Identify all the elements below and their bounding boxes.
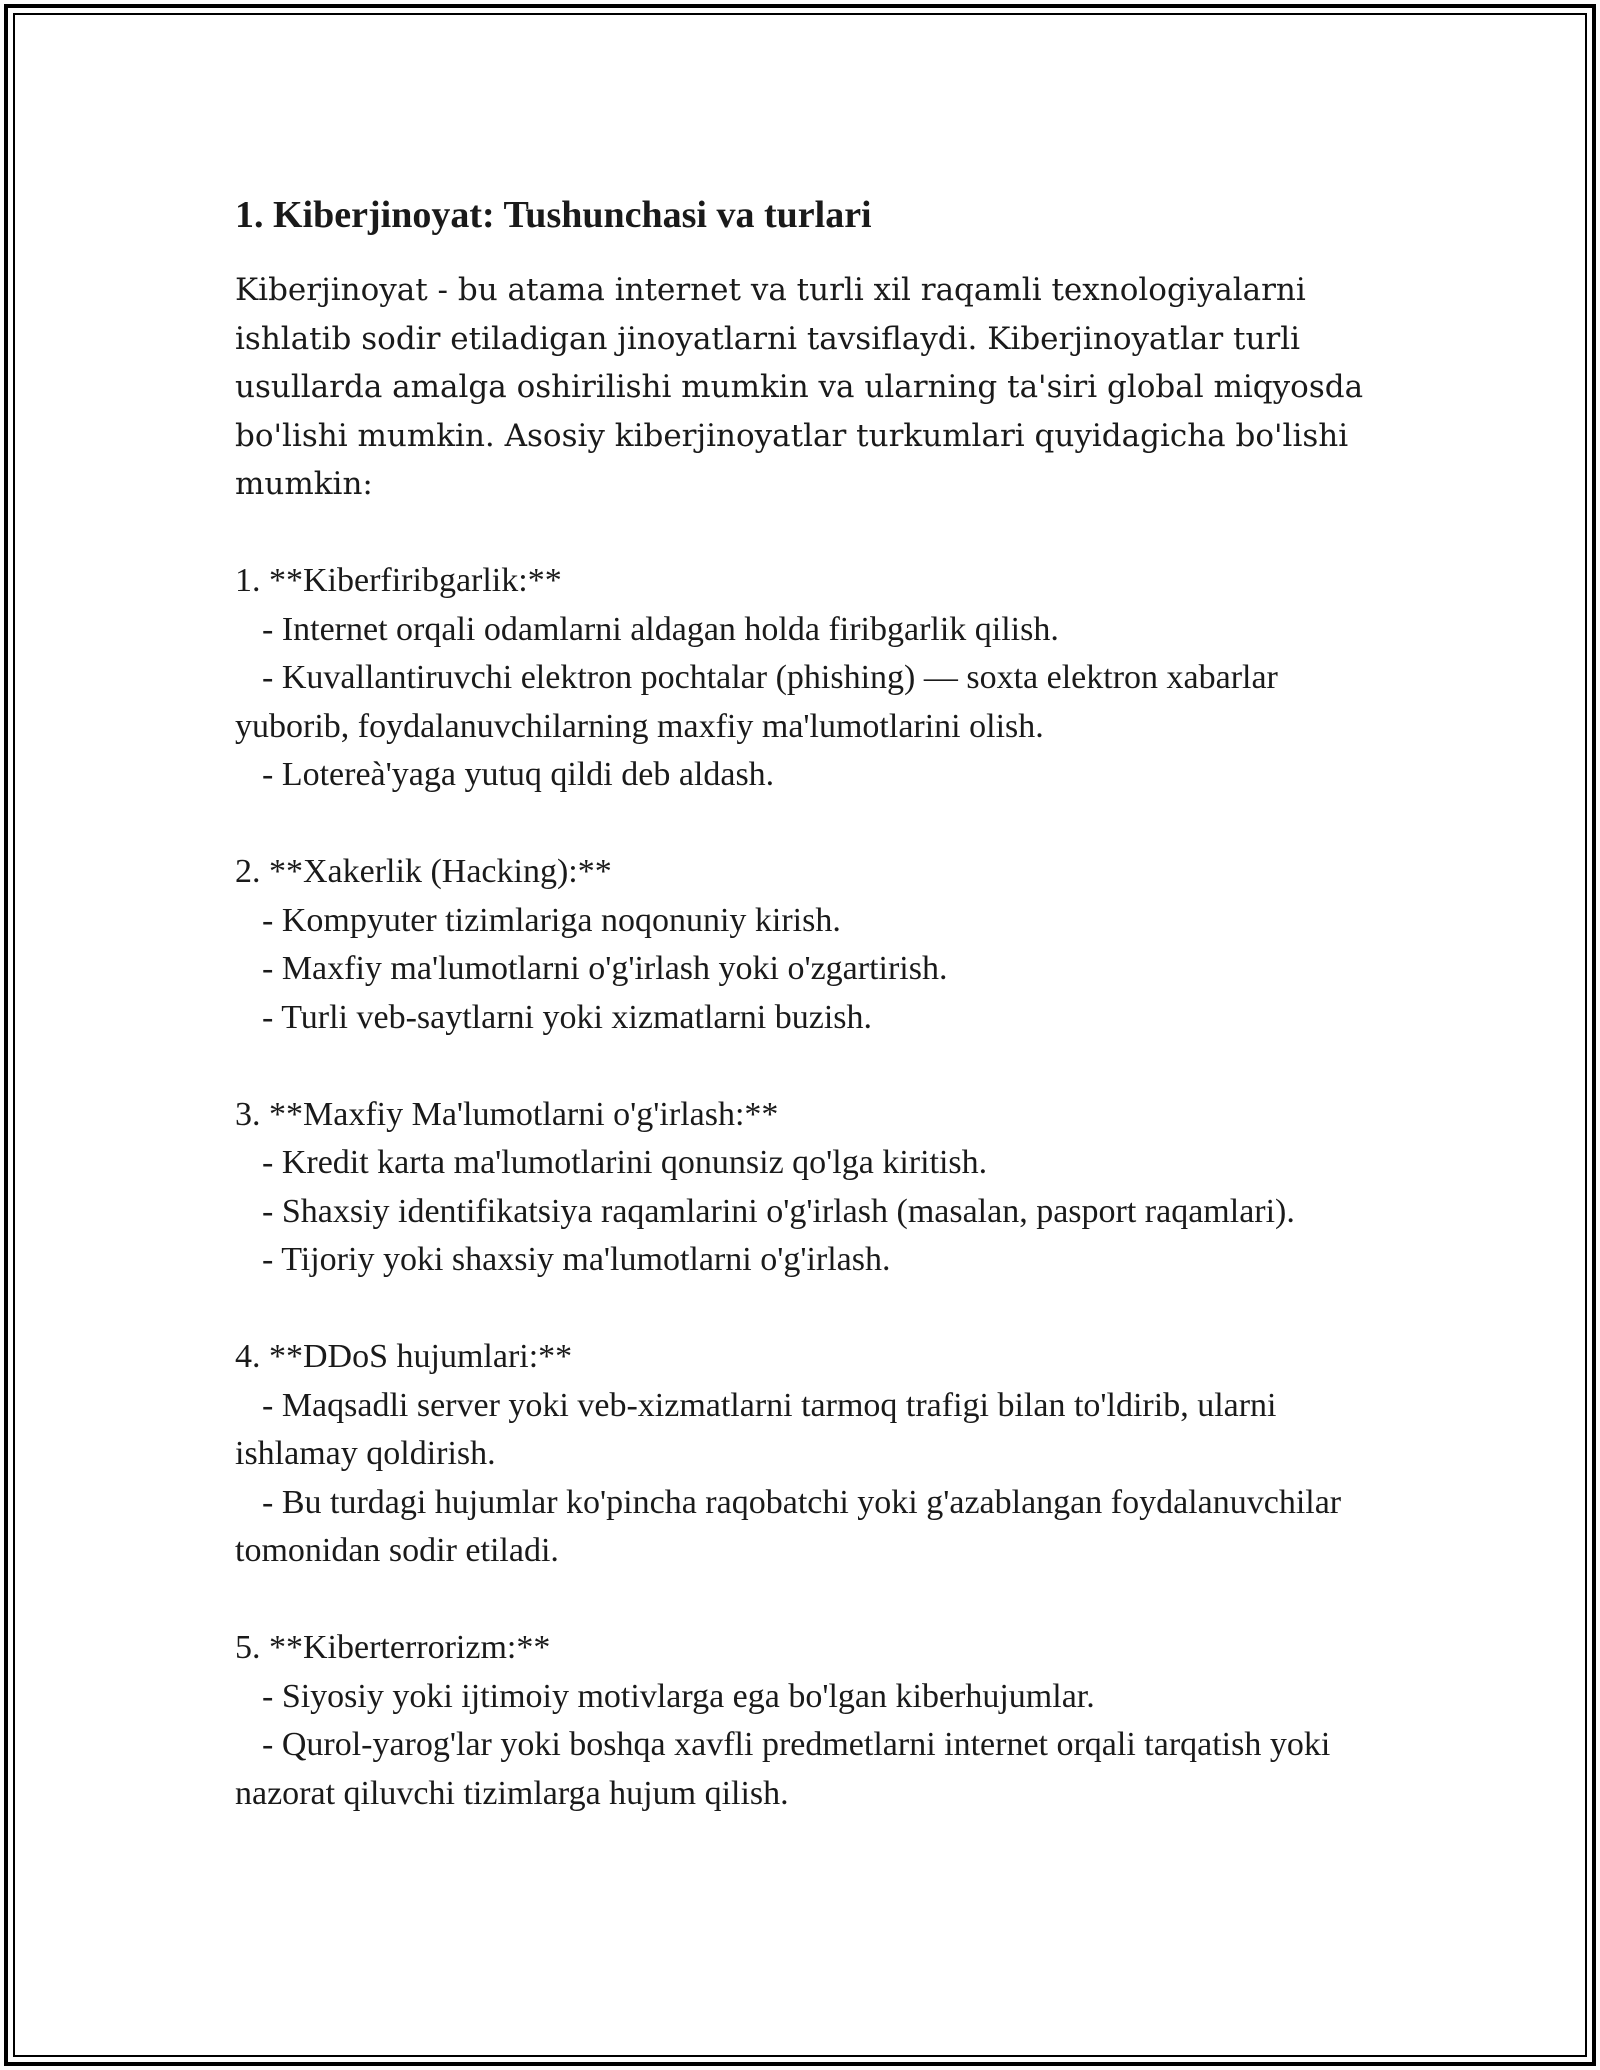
spacer [235,1576,1375,1625]
section-xakerlik [235,848,1375,1042]
document-body [235,190,1375,1818]
list-item: - Maxfiy ma'lumotlarni o'g'irlash yoki o'zgartirish. [262,950,948,987]
list-item: - Qurol-yarog'lar yoki boshqa xavfli predmetlarni internet orqali tarqatish yoki nazorat qiluvchi tizimlarga hujum qilish. [235,1726,1331,1812]
spacer [235,1042,1375,1091]
list-item: - Kredit karta ma'lumotlarini qonunsiz qo'lga kiritish. [262,1144,988,1181]
list-item: - Tijoriy yoki shaxsiy ma'lumotlarni o'g'irlash. [262,1241,891,1278]
list-item: - Kuvallantiruvchi elektron pochtalar (phishing) — soxta elektron xabarlar yuborib, foydalanuvchilarning maxfiy ma'lumotlarini olish. [235,659,1278,745]
spacer [235,509,1375,558]
intro-paragraph: Kiberjinoyat - bu atama internet va turli xil raqamli texnologiyalarni ishlatib sodir etiladigan jinoyatlarni tavsiflaydi. Kiberjinoyatlar turli usullarda amalga oshirilishi mumkin va ularning ta'siri global miqyosda bo'lishi mumkin. Asosiy kiberjinoyatlar turkumlari quyidagicha bo'lishi mumkin: [235,272,1364,502]
list-item: - Bu turdagi hujumlar ko'pincha raqobatchi yoki g'azablangan foydalanuvchilar tomonidan sodir etiladi. [235,1483,1342,1569]
list-item: - Kompyuter tizimlariga noqonuniy kirish. [262,901,841,939]
section-kiberterrorizm [235,1624,1375,1818]
spacer [235,1285,1375,1334]
spacer [235,800,1375,849]
section-kiberfiribgarlik [235,557,1375,800]
page-title: 1. Kiberjinoyat: Tushunchasi va turlari [235,194,872,236]
list-item: - Siyosiy yoki ijtimoiy motivlarga ega bo'lgan kiberhujumlar. [262,1677,1095,1715]
section-title: 3. **Maxfiy Ma'lumotlarni o'g'irlash:** [235,1095,779,1133]
section-title: 2. **Xakerlik (Hacking):** [235,853,612,890]
list-item: - Turli veb-saytlarni yoki xizmatlarni buzish. [262,998,873,1036]
list-item: - Lotereà'yaga yutuq qildi deb aldash. [262,756,775,793]
section-maxfiy-malumotlar [235,1091,1375,1285]
section-title: 5. **Kiberterrorizm:** [235,1629,551,1666]
section-title: 4. **DDoS hujumlari:** [235,1338,573,1375]
section-title: 1. **Kiberfiribgarlik:** [235,562,562,599]
list-item: - Internet orqali odamlarni aldagan holda firibgarlik qilish. [262,610,1059,648]
list-item: - Maqsadli server yoki veb-xizmatlarni tarmoq trafigi bilan to'ldirib, ularni ishlamay qoldirish. [235,1386,1277,1472]
section-ddos [235,1333,1375,1576]
list-item: - Shaxsiy identifikatsiya raqamlarini o'g'irlash (masalan, pasport raqamlari). [262,1192,1295,1230]
